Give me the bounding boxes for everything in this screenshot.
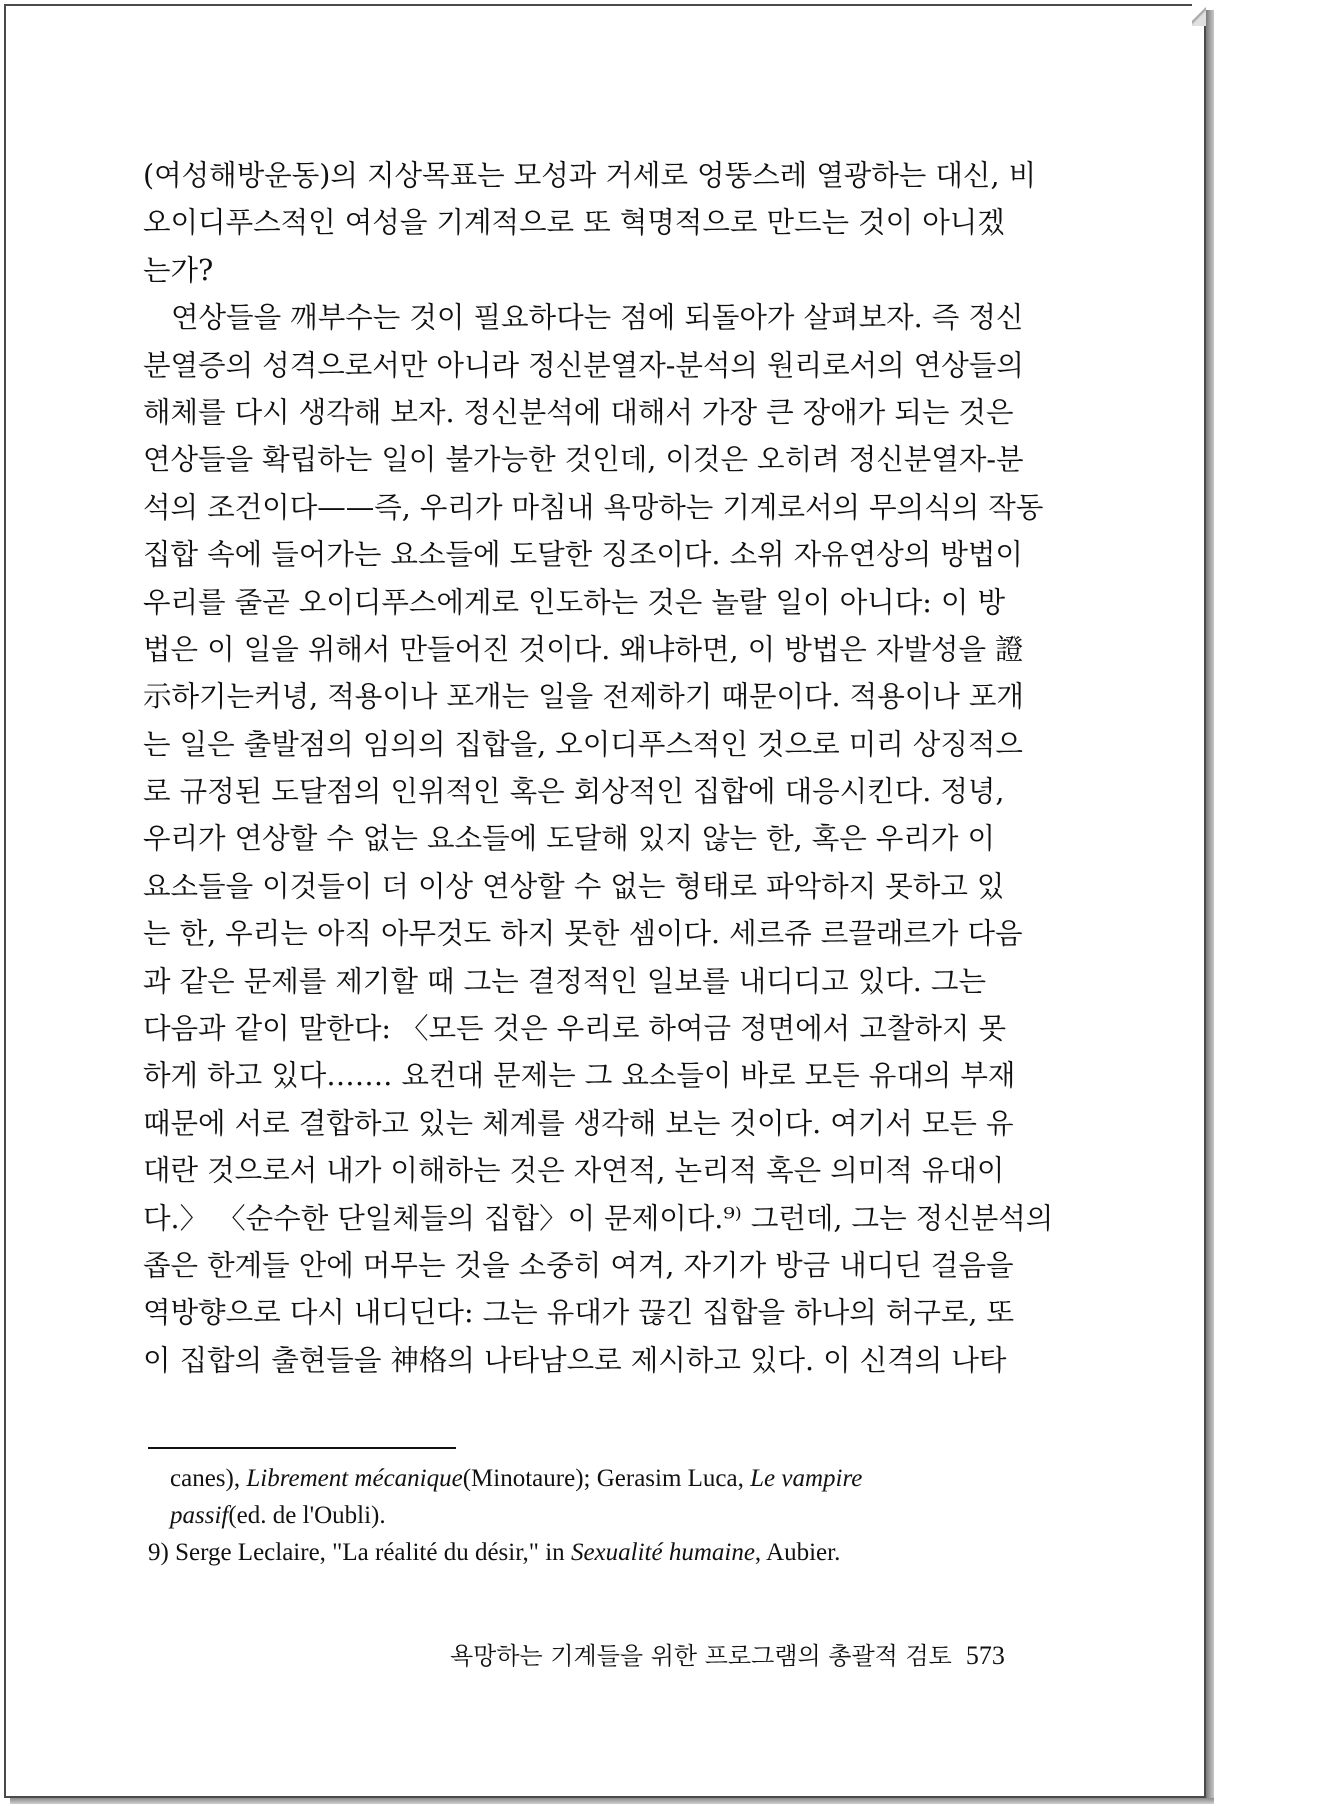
text-line: 요소들을 이것들이 더 이상 연상할 수 없는 형태로 파악하지 못하고 있 bbox=[143, 869, 1005, 903]
text-line: 는가? bbox=[143, 253, 214, 287]
text-line: 해체를 다시 생각해 보자. 정신분석에 대해서 가장 큰 장애가 되는 것은 bbox=[143, 395, 1014, 429]
text-line: 하게 하고 있다……. 요컨대 문제는 그 요소들이 바로 모든 유대의 부재 bbox=[143, 1059, 1016, 1093]
footnote-title: Le vampire bbox=[750, 1465, 863, 1492]
text-line: 분열증의 성격으로서만 아니라 정신분열자-분석의 원리로서의 연상들의 bbox=[143, 348, 1024, 382]
footnote-title: Sexualité humaine bbox=[570, 1539, 755, 1566]
text-line: 집합 속에 들어가는 요소들에 도달한 징조이다. 소위 자유연상의 방법이 bbox=[143, 538, 1023, 572]
text-line: (여성해방운동)의 지상목표는 모성과 거세로 엉뚱스레 열광하는 대신, 비 bbox=[143, 159, 1037, 192]
text-line: 이 집합의 출현들을 神格의 나타남으로 제시하고 있다. 이 신격의 나타 bbox=[143, 1343, 1007, 1377]
text-line: 는 일은 출발점의 임의의 집합을, 오이디푸스적인 것으로 미리 상징적으 bbox=[143, 727, 1023, 761]
text-line: 다음과 같이 말한다: 〈모든 것은 우리로 하여금 정면에서 고찰하지 못 bbox=[143, 1012, 1006, 1046]
text-line: 때문에 서로 결합하고 있는 체계를 생각해 보는 것이다. 여기서 모든 유 bbox=[143, 1106, 1014, 1140]
text-line: 示하기는커녕, 적용이나 포개는 일을 전제하기 때문이다. 적용이나 포개 bbox=[143, 680, 1024, 714]
text-line: 연상들을 깨부수는 것이 필요하다는 점에 되돌아가 살펴보자. 즉 정신 bbox=[171, 301, 1024, 335]
text-line: 역방향으로 다시 내디딘다: 그는 유대가 끊긴 집합을 하나의 허구로, 또 bbox=[143, 1296, 1015, 1330]
running-title: 욕망하는 기계들을 위한 프로그램의 총괄적 검토 bbox=[450, 1642, 952, 1670]
footnote-continuation-line bbox=[170, 1497, 1075, 1534]
text-line: 우리를 줄곧 오이디푸스에게로 인도하는 것은 놀랄 일이 아니다: 이 방 bbox=[143, 585, 1006, 619]
footnote-text: canes), bbox=[170, 1465, 247, 1492]
footnote-divider bbox=[148, 1447, 456, 1449]
footnote-text: 9) Serge Leclaire, "La réalité du désir," in bbox=[148, 1539, 571, 1566]
footnote-title: passif bbox=[170, 1502, 229, 1529]
footnote-continuation-line bbox=[170, 1460, 1075, 1497]
text-line: 다.〉 〈순수한 단일체들의 집합〉이 문제이다.⁹⁾ 그런데, 그는 정신분석의 bbox=[143, 1201, 1054, 1235]
text-line: 석의 조건이다——즉, 우리가 마침내 욕망하는 기계로서의 무의식의 작동 bbox=[143, 490, 1044, 524]
footnote-text: , Aubier. bbox=[754, 1539, 841, 1566]
text-line: 로 규정된 도달점의 인위적인 혹은 회상적인 집합에 대응시킨다. 정녕, bbox=[143, 775, 1005, 809]
page-shadow bbox=[10, 1798, 1214, 1804]
footnote-title: Librement mécanique bbox=[246, 1465, 463, 1492]
text-line: 과 같은 문제를 제기할 때 그는 결정적인 일보를 내디디고 있다. 그는 bbox=[143, 964, 986, 998]
text-line: 는 한, 우리는 아직 아무것도 하지 못한 셈이다. 세르쥬 르끌래르가 다음 bbox=[143, 917, 1023, 951]
footnote-text: (Minotaure); Gerasim Luca, bbox=[462, 1465, 751, 1492]
page-shadow bbox=[1206, 10, 1214, 1802]
body-text bbox=[143, 152, 1063, 1384]
text-line: 좁은 한계들 안에 머무는 것을 소중히 여겨, 자기가 방금 내디딘 걸음을 bbox=[143, 1248, 1014, 1282]
footnote-9 bbox=[148, 1534, 1075, 1571]
text-line: 법은 이 일을 위해서 만들어진 것이다. 왜냐하면, 이 방법은 자발성을 證 bbox=[143, 632, 1024, 666]
text-line: 오이디푸스적인 여성을 기계적으로 또 혁명적으로 만드는 것이 아니겠 bbox=[143, 206, 1005, 240]
page-curl-corner bbox=[1192, 4, 1206, 26]
text-line: 대란 것으로서 내가 이해하는 것은 자연적, 논리적 혹은 의미적 유대이 bbox=[143, 1154, 1005, 1188]
text-line: 연상들을 확립하는 일이 불가능한 것인데, 이것은 오히려 정신분열자-분 bbox=[143, 443, 1024, 477]
running-footer bbox=[450, 1636, 1050, 1671]
text-line: 우리가 연상할 수 없는 요소들에 도달해 있지 않는 한, 혹은 우리가 이 bbox=[143, 822, 996, 856]
footnote-text: (ed. de l'Oubli). bbox=[228, 1502, 386, 1529]
page-number: 573 bbox=[965, 1641, 1005, 1670]
footnotes bbox=[148, 1460, 1075, 1571]
